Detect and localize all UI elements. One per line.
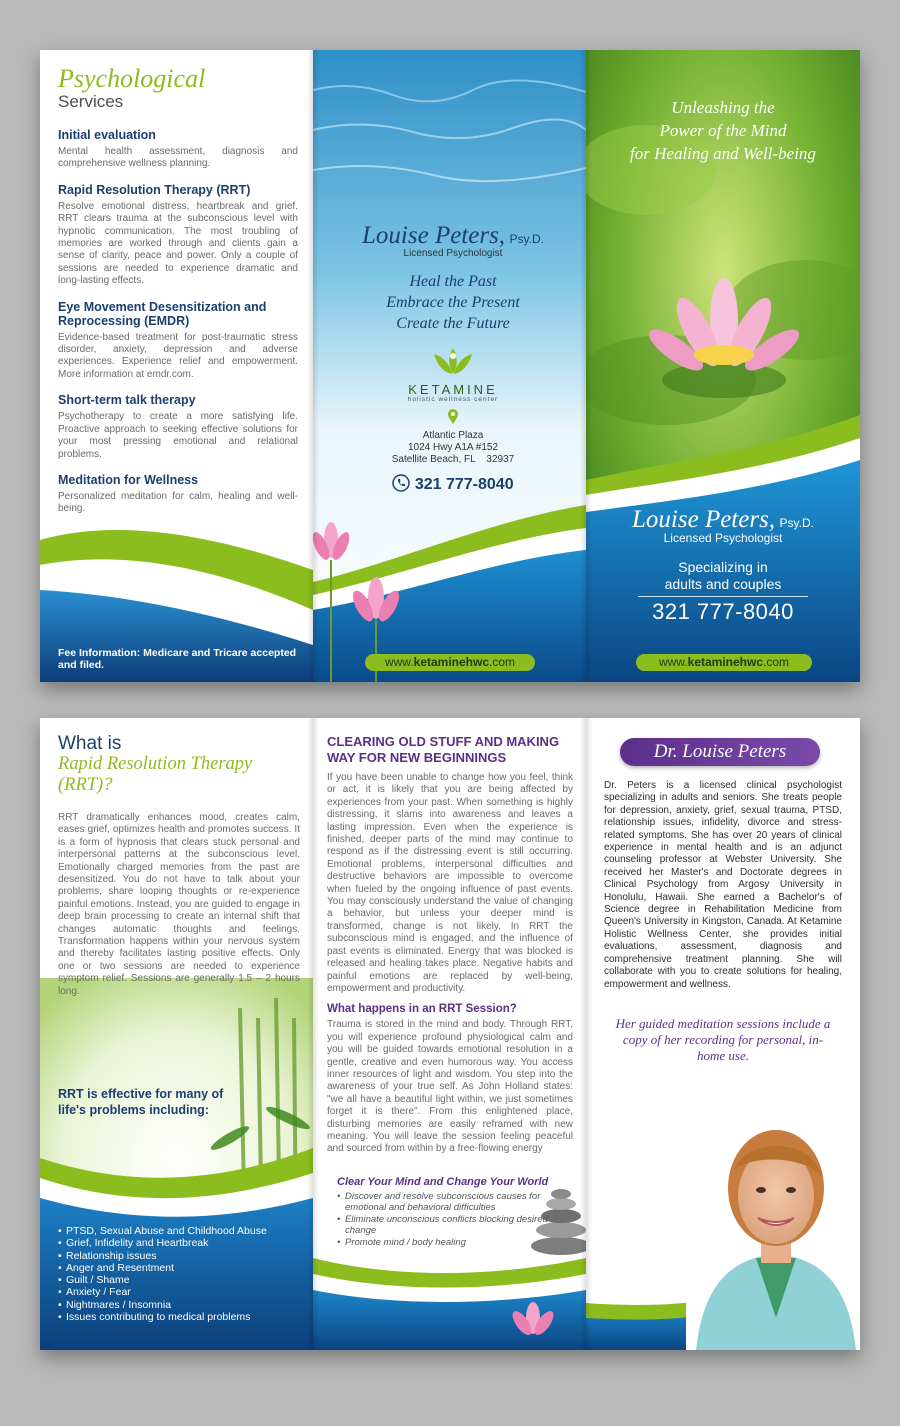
services-title: Psychological <box>58 64 206 93</box>
list-item: • PTSD, Sexual Abuse and Childhood Abuse <box>58 1225 308 1237</box>
phone-number: 321 777-8040 <box>652 599 794 624</box>
website-prefix: www. <box>384 655 414 669</box>
rrt-title: Rapid Resolution Therapy <box>58 754 253 774</box>
service-heading: Short-term talk therapy <box>58 393 196 408</box>
list-item: • Issues contributing to medical problems <box>58 1311 308 1323</box>
motto-line: Heal the Past <box>409 273 497 290</box>
tagline-line: Power of the Mind <box>659 121 787 140</box>
brochure-outside-spread <box>40 50 860 682</box>
tagline-line: Unleashing the <box>671 98 775 117</box>
fee-information: Fee Information: Medicare and Tricare accepted and filed. <box>58 647 297 671</box>
motto-line: Create the Future <box>396 315 510 332</box>
divider <box>638 596 808 597</box>
service-text: Resolve emotional distress, heartbreak and grief. RRT clears trauma at the subconscious level with hypnotic communication. The most troubling of memories are worked through and clients gain a sense of clarity, peace and power. Only a couple of sessions are needed to experience dramatic and long-lasting effects. <box>58 200 298 287</box>
services-content <box>58 66 298 528</box>
bio-content <box>604 780 842 1003</box>
doctor-portrait <box>686 1098 860 1350</box>
list-item: • Eliminate unconscious conflicts blocking desired change <box>337 1214 557 1237</box>
services-panel <box>40 50 313 682</box>
contact-panel <box>313 50 586 682</box>
address-line: 1024 Hwy A1A #152 <box>407 442 499 453</box>
logo-word: KETAMINE <box>408 382 498 397</box>
list-item: • Nightmares / Insomnia <box>58 1299 308 1311</box>
doctor-name: Louise Peters, <box>362 222 506 249</box>
address-line: Atlantic Plaza <box>422 430 484 441</box>
website-suffix: .com <box>489 655 516 669</box>
bio-text: Dr. Peters is a licensed clinical psychologist specializing in adults and seniors. She treats people for depression, anxiety, grief, sexual trauma, PTSD, relationship issues, infidelity, divorce and stress-related symptoms. She has over 20 years of clinical experience in mental health and is an adjunct counseling professor at Webster University. She received her Master's and Doctorate degrees in Clinical Psychology from Argosy University in Honolulu, Hawaii. She earned a Bachelor's of Science degree in Rehabilitation Medicine from Queen's University in Kingston, Canada. At Ketamine Holistic Wellness Center, she provides initial evaluations, assessment, diagnosis and comprehensive treatment planning. She will collaborate with you to create solutions for healing, empowerment and wellness. <box>604 780 842 990</box>
motto-line: Embrace the Present <box>386 294 520 311</box>
website-domain: ketaminehwc <box>413 655 490 669</box>
doctor-credential: Psy.D. <box>509 232 544 246</box>
brochure-inside-spread <box>40 718 860 1350</box>
rrt-panel <box>40 718 313 1350</box>
bio-quote: Her guided meditation sessions include a copy of her recording for personal, in-home use. <box>615 1016 831 1063</box>
website-link[interactable] <box>365 654 535 671</box>
doctor-role: Licensed Psychologist <box>403 248 503 259</box>
motto <box>343 271 563 334</box>
list-item: • Discover and resolve subconscious causes for emotional and behavioral difficulties <box>337 1191 557 1214</box>
clear-mind-title: Clear Your Mind and Change Your World <box>337 1176 549 1188</box>
website-prefix: www. <box>658 655 688 669</box>
rrt-title-abbr: (RRT)? <box>58 775 113 795</box>
website-domain: ketaminehwc <box>687 655 764 669</box>
specialization-line: Specializing in <box>678 559 768 575</box>
website-link[interactable] <box>636 654 812 671</box>
phone-icon <box>392 474 410 492</box>
doctor-role: Licensed Psychologist <box>663 531 783 545</box>
service-text: Psychotherapy to create a more satisfying life. Proactive approach to seeking effective solutions for your most pressing emotional and relational problems. <box>58 411 298 460</box>
logo-subtitle: holistic wellness center <box>407 396 499 403</box>
rrt-description: RRT dramatically enhances mood, creates calm, eases grief, optimizes health and promotes success. It is a form of hypnosis that clears stuck personal and interpersonal patterns at the subconscious level. Emotionally charged memories from the past are desensitized. You do not have to talk about your problems, share looping thoughts or re-experience painful emotions. Instead, you are guided to engage in deep brain processing to create an internal shift that changes automatic thoughts and feelings. Transformation happens within your nervous system and thereby facilitates lasting positive effects. Only one or two sessions are needed to experience symptom relief. Sessions are generally 1.5 – 2 hours long. <box>58 812 300 997</box>
what-is-label: What is <box>58 733 122 754</box>
service-text: Mental health assessment, diagnosis and comprehensive wellness planning. <box>58 146 298 170</box>
ketamine-logo-icon <box>428 344 478 378</box>
tagline-line: for Healing and Well-being <box>630 144 816 163</box>
clear-mind-block <box>337 1176 557 1248</box>
list-item: • Anger and Resentment <box>58 1262 308 1274</box>
service-heading: Eye Movement Desensitization and Reprocessing (EMDR) <box>58 299 267 328</box>
list-item: • Guilt / Shame <box>58 1274 308 1286</box>
services-subtitle: Services <box>58 92 124 111</box>
session-title: What happens in an RRT Session? <box>327 1003 517 1016</box>
rrt-content <box>58 734 300 1010</box>
session-text: Trauma is stored in the mind and body. Through RRT, you will experience profound physiological calm and you will be guided towards emotional resolution in a gentle, creative and even humorous way. You access inner resources of light and wisdom. You step into the awareness of your true self. As John Holland states: "we all have a beautiful light within, we just sometimes forget it is there". From this enlightened place, disturbing memories are easily reframed with new meaning. You will leave the session feeling peaceful and sourced from within by a free-flowing energy <box>327 1019 573 1155</box>
service-heading: Initial evaluation <box>58 128 156 142</box>
bio-panel <box>586 718 860 1350</box>
cover-panel <box>586 50 860 682</box>
clearing-panel <box>313 718 586 1350</box>
service-heading: Rapid Resolution Therapy (RRT) <box>58 182 251 197</box>
problems-list <box>58 1225 308 1323</box>
list-item: • Anxiety / Fear <box>58 1286 308 1298</box>
cover-tagline <box>596 96 850 165</box>
address-line: Satellite Beach, FL 32937 <box>391 454 515 465</box>
rrt-effective-heading: RRT is effective for many of life's problems including: <box>58 1087 224 1117</box>
bio-name-banner <box>620 738 820 766</box>
address <box>343 430 563 466</box>
service-heading: Meditation for Wellness <box>58 472 199 487</box>
location-pin-icon <box>447 409 459 425</box>
website-suffix: .com <box>763 655 790 669</box>
list-item: • Promote mind / body healing <box>337 1237 557 1248</box>
doctor-credential: Psy.D. <box>779 516 814 530</box>
clearing-text: If you have been unable to change how you feel, think or act, it is likely that you are being affected by experiences from your past. When something is highly distressing, it slams into awareness and leaves a lasting impression. Even when the experience is finished, deeper parts of the mind may continue to respond as if the distressing event is still occurring. Emotional problems, interpersonal difficulties and destructive behaviors are impossible to overcome when fueled by the ongoing influence of past events. You may consciously understand the value of changing a behavior, but unless your deeper mind is transformed, change is not likely. In RRT the subconscious mind is engaged, and the influence of past events is eliminated. Energy that was blocked is released and healing takes place. Negative habits and painful emotions are replaced by well-being, empowerment and productivity. <box>327 772 573 994</box>
phone-row <box>343 474 563 494</box>
specialization <box>596 559 850 593</box>
service-text: Personalized meditation for calm, healing and well-being. <box>58 490 298 515</box>
specialization-line: adults and couples <box>664 576 782 592</box>
cover-identity <box>596 506 850 625</box>
contact-block <box>343 222 563 494</box>
phone-number: 321 777-8040 <box>414 476 514 493</box>
list-item: • Relationship issues <box>58 1250 308 1262</box>
bio-name: Dr. Louise Peters <box>653 741 787 762</box>
service-text: Evidence-based treatment for post-traumatic stress disorder, anxiety, depression and adverse experiences. Experience relief and empowerment. More information at emdr.com. <box>58 331 298 380</box>
list-item: • Grief, Infidelity and Heartbreak <box>58 1237 308 1249</box>
clearing-content <box>327 734 573 1164</box>
clearing-title: CLEARING OLD STUFF AND MAKING WAY FOR NEW BEGINNINGS <box>327 734 560 765</box>
doctor-name: Louise Peters, <box>632 506 776 533</box>
